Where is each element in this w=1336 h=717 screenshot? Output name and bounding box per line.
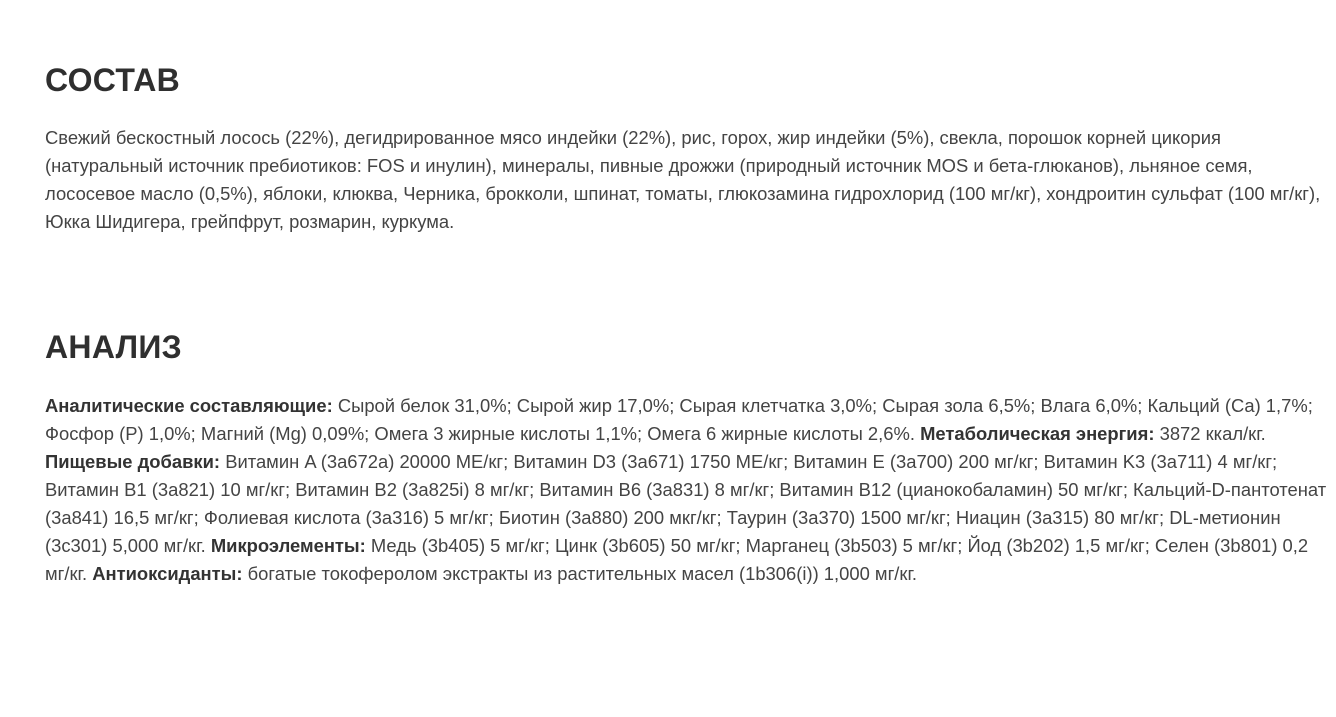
nutritional-additives-text: Витамин A (3a672a) 20000 МЕ/кг; Витамин D3 (3a671) 1750 МЕ/кг; Витамин E (3a700) 200 мг/кг; Витамин K3 (3a711) 4 мг/кг; Витамин B1 (3a821) 10 мг/кг; Витамин B2 (3a825i) 8 мг/кг; Витамин B6 (3a831) 8 мг/кг; Витамин B12 (цианокобаламин) 50 мг/кг; Кальций-D-пантотенат (3a841) 16,5 мг/кг; Фолиевая кислота (3a316) 5 мг/кг; Биотин (3a880) 200 мкг/кг; Таурин (3a370) 1500 мг/кг; Ниацин (3a315) 80 мг/кг; DL-метионин (3c301) 5,000 мг/кг.	[45, 451, 1327, 556]
composition-text: Свежий бескостный лосось (22%), дегидрированное мясо индейки (22%), рис, горох, жир индейки (5%), свекла, порошок корней цикория (натуральный источник пребиотиков: FOS и инулин), минералы, пивные дрожжи (природный источник MOS и бета-глюканов), льняное семя, лососевое масло (0,5%), яблоки, клюква, Черника, брокколи, шпинат, томаты, глюкозамина гидрохлорид (100 мг/кг), хондроитин сульфат (100 мг/кг), Юкка Шидигера, грейпфрут, розмарин, куркума.	[45, 127, 1321, 232]
analysis-title: АНАЛИЗ	[45, 329, 183, 365]
metabolic-energy-label: Метаболическая энергия:	[920, 423, 1155, 444]
antioxidants-text: богатые токоферолом экстракты из растительных масел (1b306(i)) 1,000 мг/кг.	[247, 563, 918, 584]
antioxidants-label: Антиоксиданты:	[92, 563, 243, 584]
metabolic-energy-text: 3872 ккал/кг.	[1159, 423, 1266, 444]
analysis-text	[45, 392, 1330, 588]
composition-title: СОСТАВ	[45, 62, 181, 98]
analytical-constituents-text: Сырой белок 31,0%; Сырой жир 17,0%; Сырая клетчатка 3,0%; Сырая зола 6,5%; Влага 6,0%; Кальций (Ca) 1,7%; Фосфор (P) 1,0%; Магний (Mg) 0,09%; Омега 3 жирные кислоты 1,1%; Омега 6 жирные кислоты 2,6%.	[45, 395, 1313, 444]
composition-section	[45, 58, 1330, 236]
analytical-constituents-label: Аналитические составляющие:	[45, 395, 333, 416]
trace-elements-label: Микроэлементы:	[210, 535, 366, 556]
nutritional-additives-label: Пищевые добавки:	[45, 451, 221, 472]
trace-elements-text: Медь (3b405) 5 мг/кг; Цинк (3b605) 50 мг/кг; Марганец (3b503) 5 мг/кг; Йод (3b202) 1,5 мг/кг; Селен (3b801) 0,2 мг/кг.	[45, 535, 1309, 584]
analysis-section	[45, 325, 1330, 588]
